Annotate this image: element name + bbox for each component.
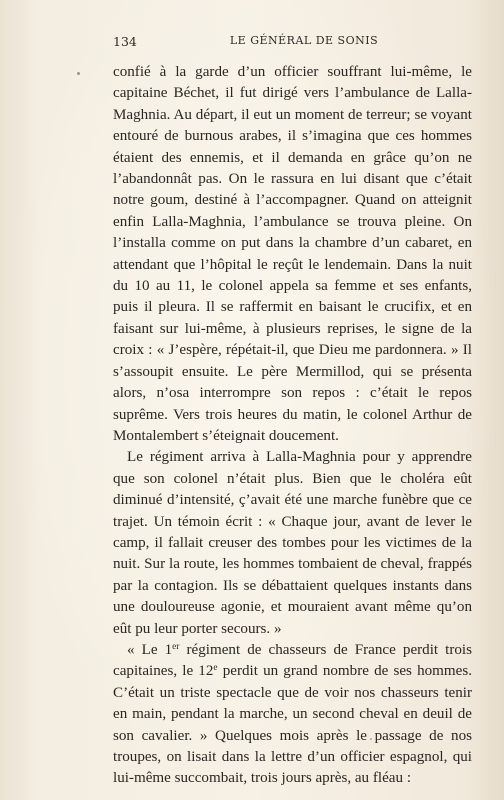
paper-speck — [77, 72, 80, 75]
ordinal-superscript: e — [213, 663, 218, 674]
ordinal-superscript: er — [172, 641, 180, 652]
page-header — [113, 34, 473, 52]
paragraph-3-part: perdit un grand nombre de ses hommes. C’était un triste spectacle que de voir nos chasseurs tenir en main, pendant la marche, un second cheval en deuil de son cavalier. » Quelques mois après le passage de nos troupes, on lisait dans la lettre d’un officier espagnol, qui lui-même succombait, trois jours après, au fléau : — [113, 663, 472, 787]
paragraph-3-part: « Le 1 — [127, 641, 173, 658]
paragraph-3-part: régiment de chasseurs de France perdit trois capitaines, le 12 — [113, 641, 473, 680]
paragraph-1: confié à la garde d’un officier souffrant lui-même, le capitaine Béchet, il fut dirigé vers l’ambulance de Lalla-Maghnia. Au départ, il eut un moment de terreur; se voyant entouré de burnous arabes, il s’imagina que ces hommes étaient des ennemis, et il demanda en grâce qu’on ne l’abandonnât pas. On le rassura en lui disant que c’était notre goum, destiné à l’accompagner. Quand on atteignit enfin Lalla-Maghnia, l’ambulance se trouva pleine. On l’installa comme on put dans la chambre d’un cabaret, en attendant que l’hôpital le reçût le lendemain. Dans la nuit du 10 au 11, le colonel appela sa femme et ses enfants, puis il pleura. Il se raffermit en baisant le crucifix, et en faisant sur lui-même, à plusieurs reprises, le signe de la croix : « J’espère, répétait-il, que Dieu me pardonnera. » Il s’assoupit ensuite. Le père Mermillod, qui se présenta alors, n’osa interrompre son repos : c’était le repos suprême. Vers trois heures du matin, le colonel Arthur de Montalembert s’éteignait doucement. — [113, 64, 472, 444]
paragraph-2: Le régiment arriva à Lalla-Maghnia pour y apprendre que son colonel n’était plus. Bien que le choléra eût diminué d’intensité, ç’avait été une marche funèbre que ce trajet. Un témoin écrit : « Chaque jour, avant de lever le camp, il fallait creuser des tombes pour les victimes de la nuit. Sur la route, les hommes tombaient de cheval, frappés par la contagion. Ils se débattaient quelques instants dans une douloureuse agonie, et mouraient avant même qu’on eût pu leur porter secours. » — [113, 449, 472, 637]
paragraph-3 — [113, 640, 472, 790]
page-number: 134 — [113, 34, 137, 49]
body-text — [113, 62, 472, 790]
running-title: LE GÉNÉRAL DE SONIS — [229, 34, 379, 47]
